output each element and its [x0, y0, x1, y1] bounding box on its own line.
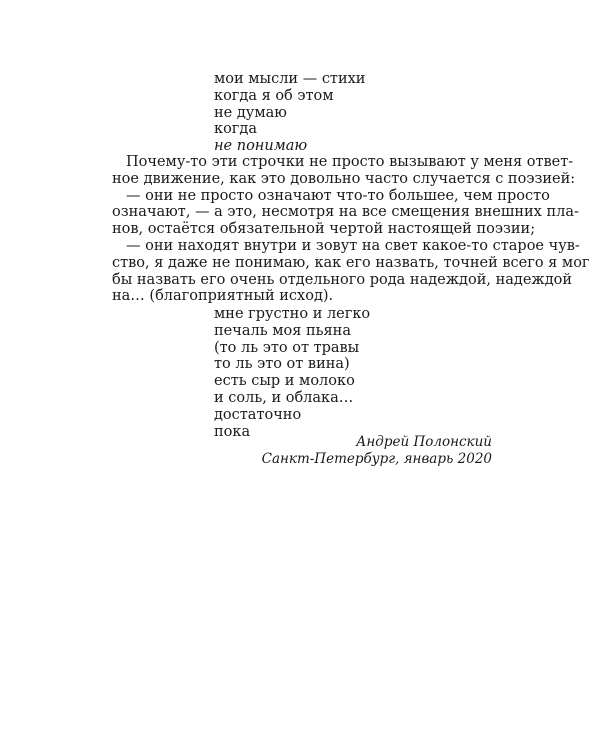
- poem-line: не думаю: [214, 104, 287, 121]
- poem-line: когда я об этом: [214, 87, 334, 104]
- prose-line: ство, я даже не понимаю, как его назвать, точней всего я мог: [112, 254, 590, 271]
- prose-line: Почему-то эти строчки не просто вызывают у меня ответ-: [126, 154, 574, 170]
- prose-line: — они находят внутри и зовут на свет какое-то старое чув-: [126, 237, 580, 254]
- poem-line: есть сыр и молоко: [214, 373, 355, 390]
- prose-line: — они не просто означают что-то большее, чем просто: [126, 187, 550, 204]
- prose-line: означают, — а это, несмотря на все смещения внешних пла-: [112, 204, 579, 221]
- prose-line: бы назвать его очень отдельного рода надеждой, надеждой: [112, 271, 573, 288]
- signature-place-date: Санкт-Петербург, январь 2020: [261, 451, 492, 467]
- poem-line: когда: [214, 121, 257, 138]
- poem-line: мне грустно и легко: [214, 306, 371, 322]
- poem-line: и соль, и облака…: [214, 389, 354, 406]
- poem-line: (то ль это от травы: [214, 339, 360, 356]
- prose-line: нов, остаётся обязательной чертой настоящей поэзии;: [112, 221, 536, 238]
- poem-line: пока: [214, 423, 251, 440]
- epigraph-poem: [214, 71, 365, 155]
- poem-line: то ль это от вина): [214, 356, 350, 373]
- prose-line: на… (благоприятный исход).: [112, 288, 334, 305]
- signature-author: Андрей Полонский: [356, 434, 492, 450]
- closing-poem: [214, 306, 370, 440]
- poem-line-italic: не понимаю: [214, 138, 308, 155]
- poem-line: мои мысли — стихи: [214, 71, 366, 87]
- prose-line: ное движение, как это довольно часто случается с поэзией:: [112, 170, 576, 187]
- signature-block: [262, 434, 492, 468]
- prose-paragraph: [112, 154, 590, 305]
- poem-line: достаточно: [214, 406, 302, 423]
- poem-line: печаль моя пьяна: [214, 322, 351, 339]
